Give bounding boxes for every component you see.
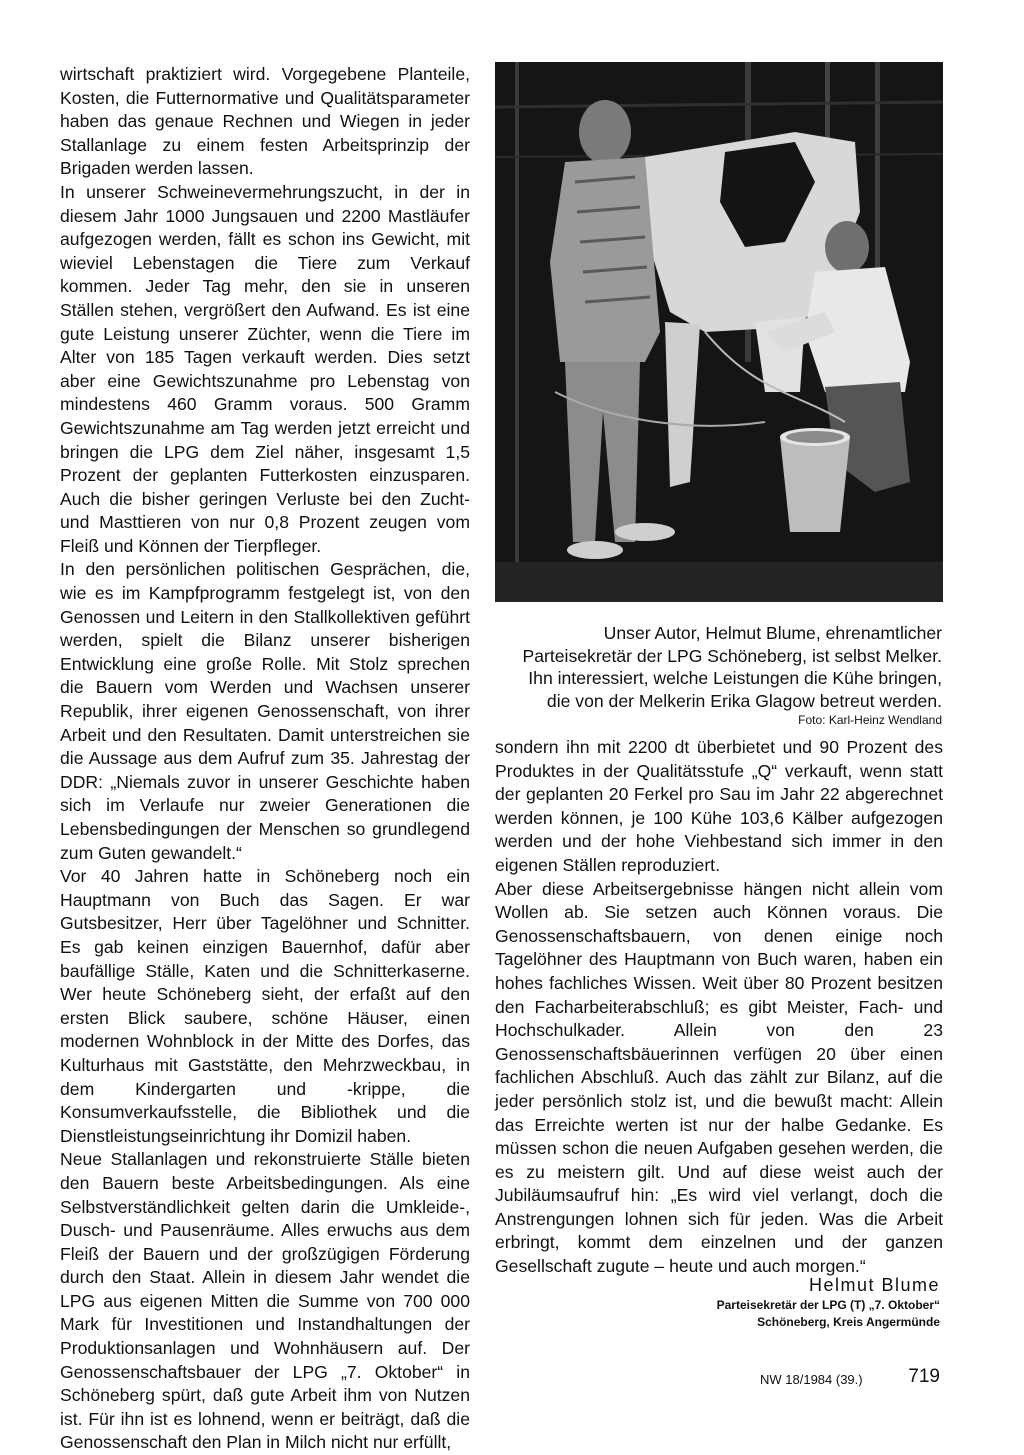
left-text-column (60, 63, 470, 1455)
author-name: Helmut Blume (808, 1275, 940, 1295)
author-role: Parteisekretär der LPG (T) „7. Oktober“ (716, 1298, 940, 1312)
photo-credit: Foto: Karl-Heinz Wendland (798, 713, 942, 727)
paragraph: sondern ihn mit 2200 dt überbietet und 90 Prozent des Produktes in der Qualitätsstufe „Q“ verkauft, wenn statt der geplanten 20 Ferkel pro Sau im Jahr 22 abgerechnet werden können, je 100 Kühe 103,6 Kälber aufgezogen werden und der hohe Viehbestand sich immer in den eigenen Ställen reproduziert. (495, 737, 943, 875)
paragraph: Neue Stallanlagen und rekonstruierte Ställe bieten den Bauern beste Arbeitsbedingungen. Als eine Selbstverständlichkeit gelten darin die Umkleide-, Dusch- und Pausenräume. Alles erwuchs aus dem Fleiß der Bauern und der großzügigen Förderung durch den Staat. Allein in diesem Jahr wendet die LPG aus eigenen Mitten die Summe von 700 000 Mark für Investitionen und Instandhaltungen der Produktionsanlagen und Wohnhäusern auf. Der Genossenschaftsbauer der LPG „7. Oktober“ in Schöneberg spürt, daß gute Arbeit ihm von Nutzen ist. Für ihn ist es lohnend, wenn er beiträgt, daß die Genossenschaft den Plan in Milch nicht nur erfüllt, (60, 1149, 470, 1453)
paragraph: In den persönlichen politischen Gesprächen, die, wie es im Kampfprogramm festgelegt ist, von den Genossen und Leitern in den Stallkollektiven geführt werden, spielt die Bilanz unserer bisherigen Entwicklung eine große Rolle. Mit Stolz sprechen die Bauern vom Werden und Wachsen unserer Republik, ihrer eigenen Genossenschaft, von ihrer Arbeit und den Resultaten. Damit unterstreichen sie die Aussage aus dem Aufruf zum 35. Jahrestag der DDR: „Niemals zuvor in unserer Geschichte haben sich im Verlaufe nur zweier Generationen die Lebensbedingungen der Menschen so grundlegend zum Guten gewandelt.“ (60, 559, 470, 863)
paragraph: Vor 40 Jahren hatte in Schöneberg noch ein Hauptmann von Buch das Sagen. Er war Gutsbesitzer, Herr über Tagelöhner und Schnitter. Es gab keinen einzigen Bauernhof, dafür aber baufällige Ställe, Katen und die Schnitterkaserne. Wer heute Schöneberg sieht, der erfaßt auf den ersten Blick saubere, schöne Häuser, einen modernen Wohnblock in der Mitte des Dorfes, das Kulturhaus mit Gaststätte, den Mehrzweckbau, in dem Kindergarten und -krippe, die Konsumverkaufsstelle, die Bibliothek und die Dienstleistungseinrichtung ihr Domizil haben. (60, 866, 470, 1146)
right-text-column (495, 736, 943, 1279)
paragraph: Aber diese Arbeitsergebnisse hängen nicht allein vom Wollen ab. Sie setzen auch Können voraus. Die Genossenschaftsbauern, von denen einige noch Tagelöhner des Hauptmann von Buch waren, haben ein hohes fachliches Wissen. Weit über 80 Prozent besitzen den Facharbeiterabschluß; es gibt Meister, Fach- und Hochschulkader. Allein von den 23 Genossenschaftsbäuerinnen verfügen 20 über einen fachlichen Abschluß. Auch das zählt zur Bilanz, auf die jeder persönlich stolz ist, und die bewußt macht: Allein das Erreichte werten ist nur der halbe Gedanke. Es müssen schon die neuen Aufgaben gesehen werden, die es zu meistern gilt. Und auf diese weist auch der Jubiläumsaufruf hin: „Es wird viel verlangt, doch die Anstrengungen lohnen sich für jeden. Was die Arbeit erbringt, kommt dem einzelnen und der ganzen Gesellschaft zugute – heute und auch morgen.“ (495, 878, 943, 1277)
photo-illustration (495, 62, 943, 602)
paragraph: wirtschaft praktiziert wird. Vorgegebene Planteile, Kosten, die Futternormative und Qualitätsparameter haben das genaue Rechnen und Wiegen in jeder Stallanlage zu einem festen Arbeitsprinzip der Brigaden werden lassen. (60, 64, 470, 179)
paragraph: In unserer Schweinevermehrungszucht, in der in diesem Jahr 1000 Jungsauen und 2200 Mastläufer aufgezogen werden, fällt es schon ins Gewicht, mit wieviel Lebenstagen die Tiere zum Verkauf kommen. Jeder Tag mehr, den sie in unseren Ställen stehen, vergrößert den Aufwand. Es ist eine gute Leistung unserer Züchter, wenn die Tiere im Alter von 185 Tagen verkauft werden. Dies setzt aber eine Gewichtszunahme pro Lebenstag von mindestens 460 Gramm voraus. 500 Gramm Gewichtszunahme am Tag werden jetzt erreicht und bringen die LPG dem Ziel näher, insgesamt 1,5 Prozent der geplanten Futterkosten einzusparen. Auch die bisher geringen Verluste bei den Zucht- und Masttieren von nur 0,8 Prozent zeugen vom Fleiß und Können der Tierpfleger. (60, 181, 470, 556)
page-number: 719 (908, 1366, 940, 1387)
author-signature (640, 1273, 940, 1331)
issue-reference: NW 18/1984 (39.) (760, 1372, 863, 1387)
caption-text: Unser Autor, Helmut Blume, ehrenamtlicher Parteisekretär der LPG Schöneberg, ist selbst Melker. Ihn interessiert, welche Leistungen die Kühe bringen, die von der Melkerin Erika Glagow betreut werden. (522, 623, 942, 711)
milking-photo (495, 62, 943, 602)
photo-caption (512, 622, 942, 728)
author-location: Schöneberg, Kreis Angermünde (757, 1315, 940, 1329)
